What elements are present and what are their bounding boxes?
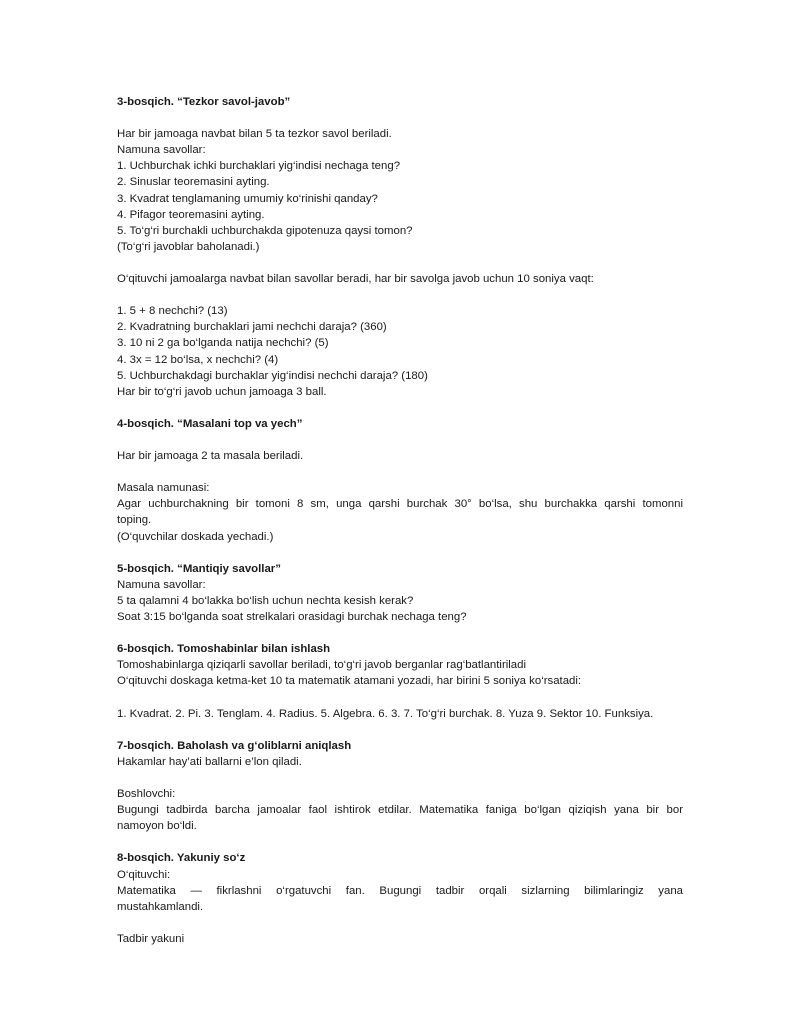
paragraph: O‘qituvchi:	[117, 868, 171, 881]
document-page	[117, 94, 683, 947]
section-heading-5: 5-bosqich. “Mantiqiy savollar”	[117, 562, 281, 575]
section-heading-3: 3-bosqich. “Tezkor savol-javob”	[117, 96, 291, 108]
list-item: 2. Sinuslar teoremasini ayting.	[117, 176, 270, 189]
paragraph: mustahkamlandi.	[117, 900, 204, 913]
list-item: 4. 3x = 12 bo‘lsa, x nechchi? (4)	[117, 353, 279, 366]
list-item: 5. To‘g‘ri burchakli uchburchakda gipotenuza qaysi tomon?	[117, 224, 413, 237]
paragraph: Tomoshabinlarga qiziqarli savollar beriladi, to‘g‘ri javob berganlar rag‘batlantiriladi	[117, 659, 527, 672]
list-item: 5 ta qalamni 4 bo‘lakka bo‘lish uchun nechta kesish kerak?	[117, 594, 414, 607]
paragraph: Namuna savollar:	[117, 144, 206, 157]
section-heading-7: 7-bosqich. Baholash va g‘oliblarni aniqlash	[117, 739, 352, 752]
paragraph: Tadbir yakuni	[117, 932, 185, 945]
section-heading-8: 8-bosqich. Yakuniy so‘z	[117, 852, 246, 865]
paragraph: Namuna savollar:	[117, 578, 206, 591]
list-item: 3. Kvadrat tenglamaning umumiy ko‘rinishi qanday?	[117, 192, 378, 205]
list-item: Soat 3:15 bo‘lganda soat strelkalari orasidagi burchak nechaga teng?	[117, 611, 467, 623]
paragraph: toping.	[117, 514, 152, 527]
list-item: 4. Pifagor teoremasini ayting.	[117, 208, 265, 221]
section-heading-4: 4-bosqich. “Masalani top va yech”	[117, 417, 303, 430]
paragraph: (To‘g‘ri javoblar baholanadi.)	[117, 240, 260, 253]
section-heading-6: 6-bosqich. Tomoshabinlar bilan ishlash	[117, 643, 331, 656]
paragraph: Har bir jamoaga 2 ta masala beriladi.	[117, 450, 304, 463]
paragraph: Agar uchburchakning bir tomoni 8 sm, unga qarshi burchak 30° bo‘lsa, shu burchakka qarshi tomonni	[117, 498, 683, 511]
paragraph: Hakamlar hay’ati ballarni e’lon qiladi.	[117, 755, 302, 768]
paragraph: namoyon bo‘ldi.	[117, 820, 197, 833]
paragraph: Har bir jamoaga navbat bilan 5 ta tezkor savol beriladi.	[117, 128, 392, 141]
paragraph: Boshlovchi:	[117, 788, 176, 801]
paragraph: (O‘quvchilar doskada yechadi.)	[117, 530, 274, 543]
paragraph: Matematika — fikrlashni o‘rgatuvchi fan. Bugungi tadbir orqali sizlarning bilimlaringiz yana	[117, 884, 683, 897]
list-item: 5. Uchburchakdagi burchaklar yig‘indisi nechchi daraja? (180)	[117, 369, 428, 382]
paragraph: O‘qituvchi doskaga ketma-ket 10 ta matematik atamani yozadi, har birini 5 soniya ko‘rsatadi:	[117, 675, 582, 688]
paragraph: O‘qituvchi jamoalarga navbat bilan savollar beradi, har bir savolga javob uchun 10 soniya vaqt:	[117, 273, 594, 286]
terms-list: 1. Kvadrat. 2. Pi. 3. Tenglam. 4. Radius. 5. Algebra. 6. 3. 7. To‘g‘ri burchak. 8. Yuza 9. Sektor 10. Funksiya.	[117, 707, 654, 720]
list-item: 1. 5 + 8 nechchi? (13)	[117, 305, 228, 318]
list-item: 3. 10 ni 2 ga bo‘lganda natija nechchi? (5)	[117, 337, 329, 350]
paragraph: Masala namunasi:	[117, 482, 210, 495]
list-item: 2. Kvadratning burchaklari jami nechchi daraja? (360)	[117, 321, 387, 334]
paragraph: Bugungi tadbirda barcha jamoalar faol ishtirok etdilar. Matematika faniga bo‘lgan qiziqish yana bir bor	[117, 804, 683, 817]
list-item: 1. Uchburchak ichki burchaklari yig‘indisi nechaga teng?	[117, 160, 401, 173]
paragraph: Har bir to‘g‘ri javob uchun jamoaga 3 ball.	[117, 385, 327, 398]
